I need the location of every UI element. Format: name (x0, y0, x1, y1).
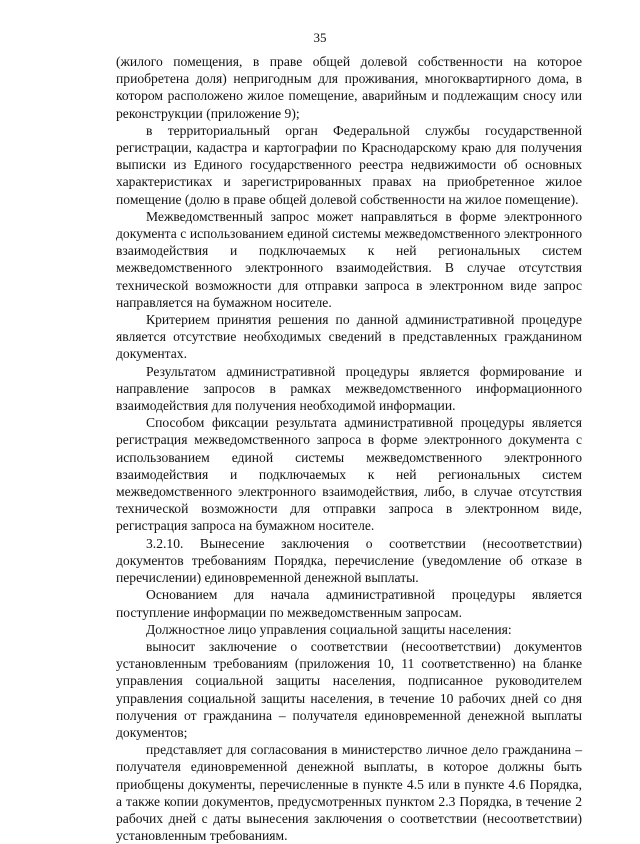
paragraph-8: Основанием для начала административной процедуры является поступление информации по межведомственным запросам. (116, 587, 582, 620)
paragraph-5: Результатом административной процедуры является формирование и направление запросов в рамках межведомственного информационного взаимодействия для получения необходимой информации. (116, 363, 582, 414)
paragraph-7: 3.2.10. Вынесение заключения о соответствии (несоответствии) документов требованиям Порядка, перечисление (уведомление об отказе в перечислении) единовременной денежной выплаты. (116, 535, 582, 586)
paragraph-11: представляет для согласования в министерство личное дело гражданина – получателя единовременной денежной выплаты, в которое должны быть приобщены документы, перечисленные в пункте 4.5 или в пункте 4.6 Порядка, а также копии документов, предусмотренных пунктом 2.3 Порядка, в течение 2 рабочих дней с даты вынесения заключения о соответствии (несоответствии) установленным требованиям. (116, 742, 582, 844)
paragraph-9: Должностное лицо управления социальной защиты населения: (146, 621, 512, 637)
paragraph-2: в территориальный орган Федеральной службы государственной регистрации, кадастра и картографии по Краснодарскому краю для получения выписки из Единого государственного реестра недвижимости об основных характеристиках и зарегистрированных правах на приобретенное жилое помещение (долю в праве общей долевой собственности на жилое помещение). (116, 122, 582, 207)
paragraph-4: Критерием принятия решения по данной административной процедуре является отсутствие необходимых сведений в представленных гражданином документах. (116, 312, 582, 362)
paragraph-10: выносит заключение о соответствии (несоответствии) документов установленным требованиям (приложения 10, 11 соответственно) на бланке управления социальной защиты населения, подписанное руководителем управления социальной защиты населения, в течение 10 рабочих дней со дня получения от гражданина – получателя единовременной денежной выплаты документов; (116, 638, 582, 740)
paragraph-3: Межведомственный запрос может направляться в форме электронного документа с использованием единой системы межведомственного электронного взаимодействия и подключаемых к ней региональных систем межведомственного электронного взаимодействия. В случае отсутствия технической возможности для отправки запроса в электронном виде запрос направляется на бумажном носителе. (116, 208, 582, 310)
paragraph-6: Способом фиксации результата административной процедуры является регистрация межведомственного запроса в форме электронного документа с использованием единой системы межведомственного электронного взаимодействия и подключаемых к ней региональных систем межведомственного электронного взаимодействия, либо, в случае отсутствия технической возможности для отправки запроса в электронном виде, регистрация запроса на бумажном носителе. (116, 415, 582, 534)
paragraph-1: (жилого помещения, в праве общей долевой собственности на которое приобретена доля) непригодным для проживания, многоквартирного дома, в котором расположено жилое помещение, аварийным и подлежащим сносу или реконструкции (приложение 9); (116, 54, 582, 121)
page-number: 35 (313, 30, 327, 45)
document-body (116, 53, 582, 844)
